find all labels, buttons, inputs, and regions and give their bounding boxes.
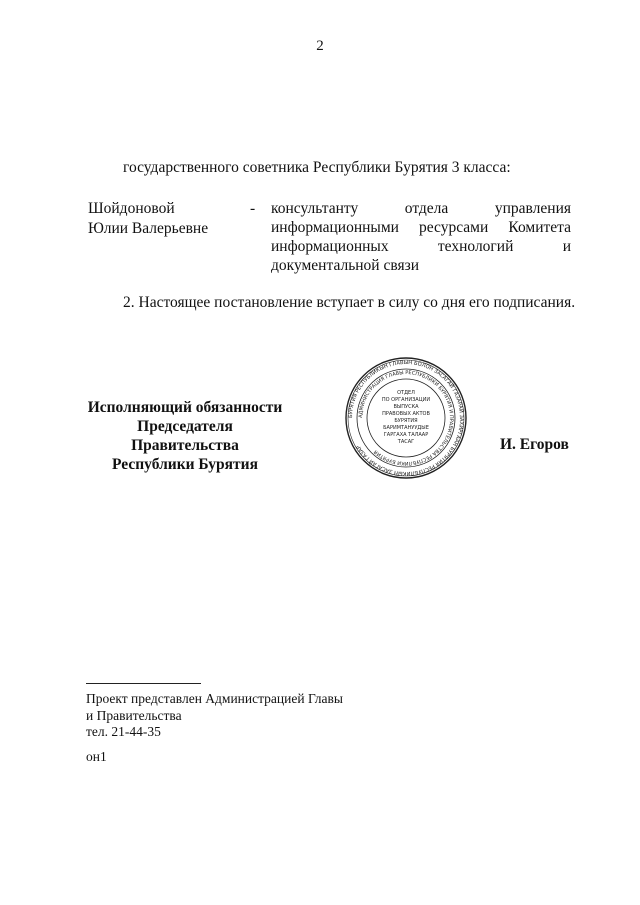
position-line: консультанту отдела управления	[271, 200, 571, 217]
page-number: 2	[316, 38, 324, 54]
seal-center-line: ОТДЕЛ	[397, 390, 415, 396]
appointee-given-names: Юлии Валерьевне	[88, 220, 209, 237]
footer-phone: тел. 21-44-35	[86, 724, 161, 739]
position-line: информационными ресурсами Комитета	[271, 219, 571, 236]
position-line: документальной связи	[271, 257, 420, 274]
appointee-position	[271, 199, 571, 275]
seal-inner-text: АДМИНИСТРАЦИЯ ГЛАВЫ РЕСПУБЛИКИ БУРЯТИЯ И ПРАВИТЕЛЬСТВА РЕСПУБЛИКИ БУРЯТИЯ	[357, 369, 455, 467]
seal-center-line: ГАРГАХА ТАЛААР	[383, 432, 429, 438]
position-line: информационных технологий и	[271, 238, 571, 255]
seal-center-line: ПО ОРГАНИЗАЦИИ	[381, 397, 431, 403]
seal-center-line: БУРЯТИЯ	[394, 418, 418, 424]
signatory-title-line: Республики Бурятия	[112, 456, 258, 473]
seal-outer-text: БУРЯТИЯ РЕСПУБЛИКЫН ГЛАВЫН БОЛОН ЗАСАГАЙ ГАЗАРАЙ ЗАХИРГААН БУРЯТИЯ РЕСПУБЛИКЫН ЗАСАГАЙ ГАЗАР	[347, 359, 465, 477]
official-seal	[345, 357, 467, 479]
footer-line: Проект представлен Администрацией Главы	[86, 691, 343, 706]
footer-code: он1	[86, 749, 107, 764]
seal-center-line: БАРИМТАНУУДЫЕ	[383, 425, 429, 431]
appointee-dash: -	[250, 200, 256, 217]
appointee-surname: Шойдоновой	[88, 200, 175, 217]
signatory-title-line: Председателя Правительства	[131, 418, 239, 454]
signatory-title	[85, 398, 285, 474]
footer-divider	[86, 683, 201, 684]
signatory-name: И. Егоров	[500, 436, 569, 453]
seal-center-line: ТАСАГ	[397, 439, 415, 445]
footer-line: и Правительства	[86, 708, 182, 723]
signatory-title-line: Исполняющий обязанности	[87, 399, 283, 416]
seal-center-line: ВЫПУСКА	[393, 404, 419, 410]
seal-center-line: ПРАВОВЫХ АКТОВ	[382, 411, 430, 417]
clause-2: 2. Настоящее постановление вступает в силу со дня его подписания.	[123, 294, 576, 311]
appointment-intro: государственного советника Республики Бурятия 3 класса:	[123, 159, 511, 176]
